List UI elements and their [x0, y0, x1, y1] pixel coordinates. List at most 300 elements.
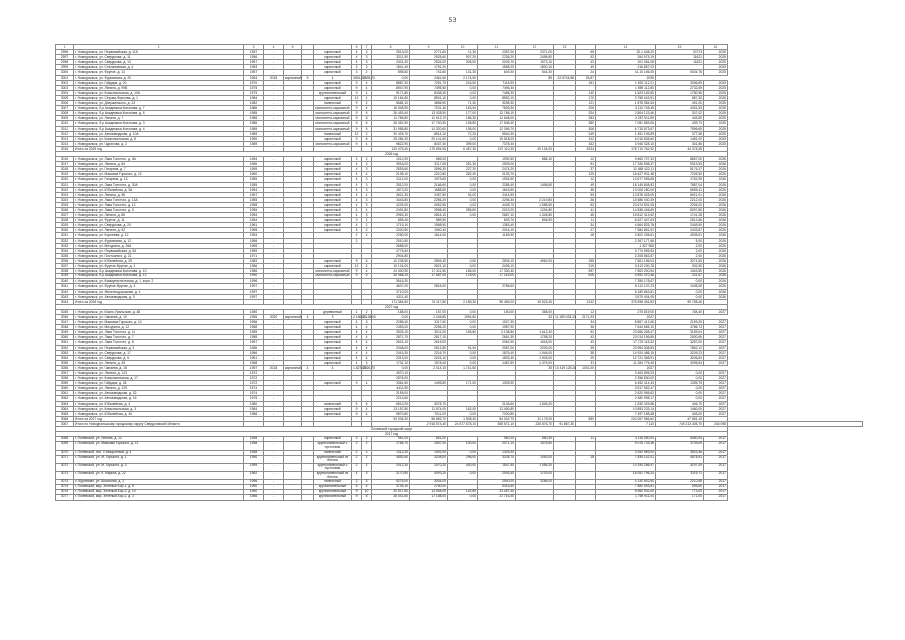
table-cell: -	[264, 136, 284, 141]
table-cell: 20 141,60	[410, 136, 448, 141]
table-cell: 224 067 566,60	[596, 416, 656, 421]
table-cell: кирпичный	[314, 355, 352, 360]
table-cell: 1.612,40	[516, 330, 554, 335]
row-number: 3020	[56, 177, 74, 182]
table-cell: 2	[362, 228, 372, 233]
table-cell: 4 116 050,00	[596, 437, 656, 442]
table-row	[56, 495, 863, 500]
table-cell: 56 683,70	[410, 416, 448, 421]
table-cell: 12 721 368,91	[596, 355, 656, 360]
table-cell: 1956	[244, 162, 264, 167]
address-cell: г. Новоуральск, ул. Юбилейная, д. 29	[74, 258, 244, 263]
table-body	[56, 45, 863, 501]
table-cell: 9870,80	[372, 411, 410, 416]
address-cell: г. Полевской, мкр. Зеленый Бор-1, д. 5	[74, 485, 244, 490]
table-cell: 380	[576, 121, 596, 126]
table-cell: 2925,60	[410, 55, 448, 60]
address-cell: г. Новоуральск, ул. Автозаводская, д. 9	[74, 294, 244, 299]
address-cell: г. Полевской, мкр. Зеленый Бор-2, д. 3	[74, 495, 244, 500]
table-cell: 1954	[244, 218, 264, 223]
table-cell: 3	[352, 65, 362, 70]
table-cell: 2017	[704, 490, 728, 495]
table-cell: 2 620 956,62	[596, 391, 656, 396]
table-cell: 178 710 762,92	[596, 146, 656, 151]
table-cell: 4	[362, 106, 372, 111]
address-cell: г. Новоуральск, ул. Ленина, д. 49	[74, 360, 244, 365]
table-cell: 13 157,80	[372, 406, 410, 411]
table-cell: 35	[516, 365, 554, 370]
table-cell: 2461,60	[410, 75, 448, 80]
header-cell: 1	[56, 45, 74, 50]
table-cell: 1616,50	[478, 187, 516, 192]
address-cell: г. Новоуральск, ул. Максима Горького, д. 14	[74, 320, 244, 325]
table-cell: 2027	[704, 360, 728, 365]
table-cell: -	[264, 258, 284, 263]
table-cell: -	[264, 437, 284, 442]
table-cell: 2,00	[656, 253, 704, 258]
row-number: 3043	[56, 294, 74, 299]
table-cell: 171,00	[448, 381, 478, 386]
table-cell: 3523,46	[656, 450, 704, 455]
table-cell: кирпичный	[314, 218, 352, 223]
table-cell: -	[264, 50, 284, 55]
table-cell: 2017	[704, 480, 728, 485]
row-number: 3069	[56, 442, 74, 450]
table-cell: 1.345,80	[516, 213, 554, 218]
table-cell: 3709,09	[656, 442, 704, 450]
table-cell: кирпичный	[314, 167, 352, 172]
table-cell: 2026	[704, 294, 728, 299]
table-cell: 1325,40	[478, 450, 516, 455]
table-cell: 9171,80	[372, 90, 410, 95]
table-cell: 62	[576, 202, 596, 207]
table-cell: 2017	[704, 495, 728, 500]
table-cell: панельный	[314, 131, 352, 136]
table-cell: 4	[352, 320, 362, 325]
table-cell: 4	[362, 269, 372, 274]
table-cell: 5050,94	[656, 437, 704, 442]
table-cell: 2027	[704, 335, 728, 340]
table-cell: 1833,40	[478, 355, 516, 360]
row-number: 3036	[56, 258, 74, 263]
table-cell: 2	[352, 442, 362, 450]
table-cell: 31 175,00	[516, 416, 554, 421]
table-cell: 41.10 156,05	[596, 70, 656, 75]
table-cell: 1498,80	[516, 182, 554, 187]
table-cell: 365 671,10	[478, 421, 516, 426]
table-cell: 7200,80	[478, 411, 516, 416]
table-cell: 2026	[704, 197, 728, 202]
table-cell: 2414,50	[478, 192, 516, 197]
table-cell: крупнопанельный из бетона	[314, 471, 352, 479]
table-cell: 8501,10	[410, 95, 448, 100]
table-cell: -	[264, 376, 284, 381]
table-cell: 0,00	[448, 355, 478, 360]
table-cell: 3 946 328,10	[596, 141, 656, 146]
table-cell: 2 208 863,57	[596, 253, 656, 258]
address-cell: г. Новоуральск, ул. Ленина, д. 7	[74, 116, 244, 121]
table-cell: 11 974,00	[410, 406, 448, 411]
table-cell: 1956	[244, 320, 264, 325]
table-cell: 560,30	[516, 437, 554, 442]
table-cell: монолитно-каркасный	[314, 116, 352, 121]
row-number: 3019	[56, 172, 74, 177]
table-cell: 7 584 891,91	[596, 228, 656, 233]
address-cell: Итого за 2025 год	[74, 146, 244, 151]
table-cell: кирпичный	[314, 335, 352, 340]
table-cell: 1986	[244, 269, 264, 274]
table-cell: 1975	[244, 85, 264, 90]
table-cell: 15 586 030,39	[596, 197, 656, 202]
table-cell: 2026	[704, 284, 728, 289]
row-number: 3056	[56, 365, 74, 370]
address-cell: Итого за 2027 год	[74, 416, 244, 421]
table-cell: 1997	[244, 294, 264, 299]
table-cell: 5	[362, 274, 372, 279]
address-cell: г. Полевской, ул. К. Маркса, д. 22	[74, 471, 244, 479]
capital-repair-table	[55, 44, 863, 501]
table-row	[56, 442, 863, 450]
table-cell: 251,30	[448, 162, 478, 167]
address-cell: г. Новоуральск, ул. Льва Толстого, д. 30А	[74, 182, 244, 187]
table-cell: 0,00	[656, 279, 704, 284]
table-cell: 0,00	[448, 360, 478, 365]
table-cell: кирпичный	[314, 406, 352, 411]
row-number: 3040	[56, 279, 74, 284]
table-cell: 7887,04	[656, 182, 704, 187]
table-cell: 1001,00	[576, 365, 596, 370]
table-cell: 3	[362, 182, 372, 187]
table-cell: 219	[576, 264, 596, 269]
table-cell: 1950	[244, 455, 264, 463]
table-cell: 0,00	[656, 294, 704, 299]
table-cell: 13 677 595,85	[596, 177, 656, 182]
table-cell: 2027	[704, 345, 728, 350]
table-cell: 4	[352, 471, 362, 479]
table-cell: 1578,40	[410, 360, 448, 365]
row-number: 3023	[56, 192, 74, 197]
table-cell: 1961	[244, 355, 264, 360]
table-cell: 889,50	[410, 218, 448, 223]
table-cell: 2	[362, 455, 372, 463]
row-number: 3070	[56, 450, 74, 455]
table-cell	[554, 495, 576, 500]
table-cell: 1873,20	[372, 187, 410, 192]
row-number: 2998	[56, 60, 74, 65]
table-cell: -	[264, 490, 284, 495]
address-cell: г. Полевской, ул. М. Горького, д. 3	[74, 463, 244, 471]
table-cell: 14 908,00	[410, 490, 448, 495]
table-cell: -	[264, 116, 284, 121]
table-cell: 1.946,00	[516, 350, 554, 355]
row-number: 3000	[56, 70, 74, 75]
table-cell: 2026	[704, 248, 728, 253]
table-cell	[516, 495, 554, 500]
table-cell: 2371,00	[516, 50, 554, 55]
table-cell: 2688,00	[372, 243, 410, 248]
header-cell: 12	[516, 45, 554, 50]
table-cell: 2.014,10	[410, 365, 448, 370]
address-cell: г. Полевской, ул. Максима Горького, д. 12	[74, 442, 244, 450]
table-cell: 4	[362, 90, 372, 95]
table-cell: 1974	[244, 386, 264, 391]
table-cell: 2139,70	[478, 172, 516, 177]
table-cell: 17 700,50	[410, 121, 448, 126]
table-cell: 0,00	[448, 471, 478, 479]
table-cell: 3095,84	[656, 360, 704, 365]
table-cell: 162,00	[448, 406, 478, 411]
table-cell: 20.1 048,20	[596, 50, 656, 55]
table-cell: 1.741,60	[448, 365, 478, 370]
table-cell: 89	[516, 75, 554, 80]
table-cell: 1688,60	[410, 187, 448, 192]
table-cell: 8438,40	[410, 90, 448, 95]
table-cell: 2900,56	[656, 335, 704, 340]
table-cell: -	[264, 121, 284, 126]
table-cell: 26 988,20	[372, 274, 410, 279]
table-cell: 52	[576, 55, 596, 60]
table-cell: 2026	[704, 223, 728, 228]
table-cell: -	[264, 202, 284, 207]
address-cell: г. Новоуральск, ул. Первомайская, д. 3	[74, 345, 244, 350]
table-cell: 0,00	[448, 258, 478, 263]
table-cell: 4	[362, 406, 372, 411]
table-cell: 1092,00	[410, 450, 448, 455]
table-cell: 186,30	[448, 116, 478, 121]
table-cell: 2821,10	[410, 264, 448, 269]
table-cell: 3	[352, 437, 362, 442]
table-cell: 125	[576, 172, 596, 177]
table-cell: 4	[362, 80, 372, 85]
table-cell: 7 644 665,10	[596, 325, 656, 330]
table-cell: 749 213 405,70	[656, 421, 704, 426]
table-cell: -	[264, 371, 284, 376]
address-cell: г. Новоуральск, ул. Ленина, д. 99В	[74, 85, 244, 90]
row-number: 3024	[56, 197, 74, 202]
table-cell: кирпичный	[314, 223, 352, 228]
table-cell: 7 880 593,81	[596, 485, 656, 490]
table-cell: 491,00	[656, 101, 704, 106]
table-cell: 1741,28	[656, 213, 704, 218]
table-cell: 1 327 965	[596, 243, 656, 248]
table-cell: кирпичный	[285, 75, 302, 80]
table-cell: 2166,60	[410, 182, 448, 187]
table-cell: 1959	[244, 243, 264, 248]
address-cell: г. Новоуральск, ул. Ленина, д. 129	[74, 386, 244, 391]
table-cell: 2732,69	[656, 85, 704, 90]
table-cell: 1986	[244, 411, 264, 416]
table-cell: 2017	[704, 455, 728, 463]
table-cell: 9	[352, 258, 362, 263]
table-cell: 4225,00	[372, 202, 410, 207]
table-cell: 8 867 412,06	[596, 320, 656, 325]
table-cell: 5316,50	[478, 485, 516, 490]
table-cell: 0,00	[448, 320, 478, 325]
table-cell: 4535,51	[656, 233, 704, 238]
table-cell: 773,00	[656, 490, 704, 495]
table-cell: кирпичный	[314, 177, 352, 182]
address-cell: г. Новоуральск, ул. Максима Горького, д. 12	[74, 172, 244, 177]
table-cell: 3119,71	[656, 471, 704, 479]
table-cell: 131,30	[448, 70, 478, 75]
table-cell	[284, 463, 302, 471]
table-cell: 2026,70	[363, 365, 375, 370]
table-cell: 1956	[244, 345, 264, 350]
table-cell: 226 876,70	[516, 421, 554, 426]
table-cell: 855,40	[372, 218, 410, 223]
table-cell: кирпичный	[314, 340, 352, 345]
table-cell: 6 015 838,60	[596, 136, 656, 141]
table-cell: -	[264, 80, 284, 85]
table-cell: 5234	[576, 146, 596, 151]
table-cell: кирпичный	[314, 437, 352, 442]
table-cell: 2170,50	[372, 471, 410, 479]
table-cell: 17 216,00	[478, 274, 516, 279]
table-cell: 264 975,19	[596, 55, 656, 60]
table-cell: 0,00	[448, 450, 478, 455]
table-cell: -	[264, 274, 284, 279]
table-cell: 11621	[656, 55, 704, 60]
table-cell: 51	[576, 162, 596, 167]
table-cell: 1955	[244, 208, 264, 213]
table-cell: 4	[362, 330, 372, 335]
table-cell: 120 475,40	[372, 146, 410, 151]
table-cell: 2025	[704, 106, 728, 111]
table-cell: кирпичный	[314, 50, 352, 55]
table-cell: 9	[352, 121, 362, 126]
table-cell: 2026	[704, 289, 728, 294]
table-cell: 2453,00	[372, 325, 410, 330]
address-cell: г. Новоуральск, ул. Ленина, д. 123	[74, 371, 244, 376]
header-cell: 14	[596, 45, 656, 50]
table-cell: 4892,60	[372, 455, 410, 463]
table-cell: 91,00	[448, 345, 478, 350]
table-cell: 11	[576, 218, 596, 223]
row-number: 3042	[56, 289, 74, 294]
page-number: 53	[448, 16, 457, 24]
table-cell: 1986	[244, 495, 264, 500]
table-cell: 2290,00	[372, 233, 410, 238]
table-cell: 74 117,80	[410, 299, 448, 304]
table-cell: монолитно-каркасный	[314, 274, 352, 279]
table-cell: крупнопанельный	[314, 490, 352, 495]
table-cell: кирпичный	[314, 360, 352, 365]
table-cell	[576, 463, 596, 471]
table-cell: 2199,10	[372, 172, 410, 177]
address-cell: г. Новоуральск, ул. Автозаводская, д. 16	[74, 396, 244, 401]
row-number: 3003	[56, 85, 74, 90]
table-cell: -	[264, 309, 284, 314]
table-cell: 2 918 574,40	[410, 421, 448, 426]
table-cell: 3189,04	[656, 330, 704, 335]
table-cell: 1312,20	[372, 450, 410, 455]
table-cell: 1618,00	[516, 340, 554, 345]
row-number: 3067	[56, 421, 74, 426]
table-cell: 2026	[704, 279, 728, 284]
table-cell: 2401,20	[372, 60, 410, 65]
row-number: 3059	[56, 381, 74, 386]
table-cell: -	[264, 355, 284, 360]
table-cell: 3 879 404,05	[596, 294, 656, 299]
table-cell: 2.174,00	[448, 75, 478, 80]
table-cell: -	[264, 406, 284, 411]
table-cell: 2.138,80	[478, 330, 516, 335]
table-cell: 3	[362, 162, 372, 167]
address-cell: г. Новоуральск, ул. Свердлова, д. 5	[74, 355, 244, 360]
table-cell: 2026	[704, 213, 728, 218]
table-cell: 0,00	[656, 396, 704, 401]
table-cell: 18	[576, 455, 596, 463]
table-cell: -	[264, 401, 284, 406]
table-cell: кирпичный	[314, 55, 352, 60]
table-cell: 9	[352, 90, 362, 95]
table-cell: 1957	[244, 340, 264, 345]
address-cell: г. Новоуральск, ул. Ленина, д. 86	[74, 213, 244, 218]
table-cell: кирпичный	[285, 365, 302, 370]
table-cell: 2027	[704, 376, 728, 381]
table-cell: 1189,90	[478, 233, 516, 238]
table-cell: 6 457,30	[448, 146, 478, 151]
table-cell: 2025	[704, 90, 728, 95]
table-cell: 1962	[244, 471, 264, 479]
table-cell: 1990	[244, 485, 264, 490]
row-number: 3027	[56, 213, 74, 218]
table-cell: 0,00	[448, 325, 478, 330]
row-number: 3039	[56, 274, 74, 279]
table-cell: 2213,60	[372, 396, 410, 401]
table-cell: 10 893 233,14	[596, 406, 656, 411]
table-cell: 2825,10	[372, 330, 410, 335]
table-cell: 43	[576, 60, 596, 65]
table-cell: 3 774 695,53	[596, 248, 656, 253]
table-cell: 1959	[244, 463, 264, 471]
table-cell: 1994,80	[448, 314, 478, 319]
table-cell: 3	[362, 50, 372, 55]
table-cell: 1 830 329,88	[596, 401, 656, 406]
address-cell: г. Новоуральск, ул. Фурманова, д. 12	[74, 238, 244, 243]
table-cell: 4	[352, 208, 362, 213]
table-cell: 2457,80	[410, 192, 448, 197]
table-cell: 9	[352, 106, 362, 111]
row-number: 3016	[56, 157, 74, 162]
table-cell: 2,00	[656, 243, 704, 248]
table-cell: 2894,40	[410, 258, 448, 263]
table-cell: 3856,90	[410, 101, 448, 106]
table-cell: 1751,20	[410, 65, 448, 70]
row-number: 3047	[56, 320, 74, 325]
table-cell: 0,00	[448, 213, 478, 218]
table-cell: 17 326 598,37	[596, 162, 656, 167]
table-cell: 7 110	[596, 421, 656, 426]
table-cell: 2816,10	[410, 213, 448, 218]
table-cell: 198,80	[448, 121, 478, 126]
table-cell: 17 587,00	[410, 274, 448, 279]
table-cell: 4052,50	[410, 202, 448, 207]
table-cell: 49	[576, 182, 596, 187]
register-table	[55, 44, 863, 501]
table-cell: 1972	[244, 371, 264, 376]
table-cell: 3 413 230,78	[596, 264, 656, 269]
table-cell: 2	[362, 70, 372, 75]
section-title: 2026 год	[56, 151, 728, 156]
table-cell: 26 453,40	[372, 111, 410, 116]
table-cell: 1 508,40	[448, 416, 478, 421]
table-cell: 34	[576, 320, 596, 325]
table-cell: 16 812 313,92	[596, 213, 656, 218]
table-cell: кирпичный	[314, 187, 352, 192]
table-cell: 4	[362, 345, 372, 350]
table-cell: 3	[352, 228, 362, 233]
